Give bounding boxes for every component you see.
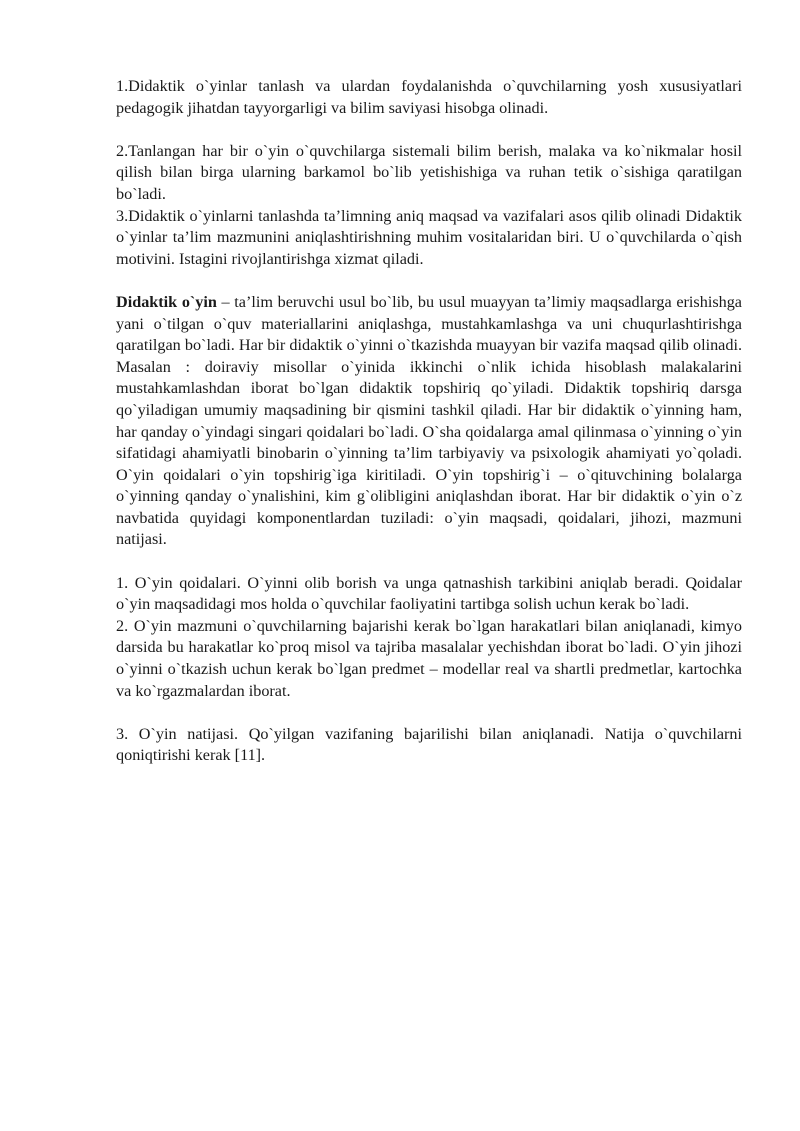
paragraph-4: [116, 292, 742, 551]
paragraph-2: 2.Tanlangan har bir o`yin o`quvchilarga sistemali bilim berish, malaka va ko`nikmalar hosil qilish bilan birga ularning barkamol bo`lib yetishishiga va ruhan tetik o`sishiga qaratilgan bo`ladi.: [116, 141, 742, 203]
term-didaktik-oyin: Didaktik o`yin: [116, 292, 217, 311]
paragraph-gap: [116, 551, 742, 573]
paragraph-gap: [116, 119, 742, 141]
paragraph-3: 3.Didaktik o`yinlarni tanlashda ta’limning aniq maqsad va vazifalari asos qilib olinadi Didaktik o`yinlar ta’lim mazmunini aniqlashtirishning muhim vositalaridan biri. U o`quvchilarda o`qish motivini. Istagini rivojlantirishga xizmat qiladi.: [116, 206, 742, 268]
paragraph-5: 1. O`yin qoidalari. O`yinni olib borish va unga qatnashish tarkibini aniqlab beradi. Qoidalar o`yin maqsadidagi mos holda o`quvchilar faoliyatini tartibga solish uchun kerak bo`ladi.: [116, 573, 742, 614]
paragraph-4-text: – ta’lim beruvchi usul bo`lib, bu usul muayyan ta’limiy maqsadlarga erishishga yani o`tilgan o`quv materiallarini aniqlashga, mustahkamlashga va uni chuqurlashtirishga qaratilgan bo`ladi. Har bir didaktik o`yinni o`tkazishda muayyan bir vazifa maqsad qilib olinadi. Masalan : doiraviy misollar o`yinida ikkinchi o`nlik ichida hisoblash malakalarini mustahkamlashdan iborat bo`lgan didaktik topshiriq qo`yiladi. Didaktik topshiriq darsga qo`yiladigan umumiy maqsadining bir qismini tashkil qiladi. Har bir didaktik o`yinning ham, har qanday o`yindagi singari qoidalari bo`ladi. O`sha qoidalarga amal qilinmasa o`yinning o`yin sifatidagi ahamiyatli binobarin o`yinning ta’lim tarbiyaviy va psixologik ahamiyati yo`qoladi. O`yin qoidalari o`yin topshirig`iga kiritiladi. O`yin topshirig`i – o`qituvchining bolalarga o`yinning qanday o`ynalishini, kim g`olibligini aniqlashdan iborat. Har bir didaktik o`yin o`z navbatida quyidagi komponentlardan tuziladi: o`yin maqsadi, qoidalari, jihozi, mazmuni natijasi.: [116, 292, 742, 549]
paragraph-gap: [116, 270, 742, 292]
paragraph-7: 3. O`yin natijasi. Qo`yilgan vazifaning bajarilishi bilan aniqlanadi. Natija o`quvchilarni qoniqtirishi kerak [11].: [116, 724, 742, 765]
paragraph-gap: [116, 702, 742, 724]
document-page: [116, 76, 742, 767]
paragraph-1: 1.Didaktik o`yinlar tanlash va ulardan foydalanishda o`quvchilarning yosh xususiyatlari pedagogik jihatdan tayyorgarligi va bilim saviyasi hisobga olinadi.: [116, 77, 742, 117]
paragraph-6: 2. O`yin mazmuni o`quvchilarning bajarishi kerak bo`lgan harakatlari bilan aniqlanadi, kimyo darsida bu harakatlar ko`proq misol va tajriba masalalar yechishdan iborat bo`ladi. O`yin jihozi o`yinni o`tkazish uchun kerak bo`lgan predmet – modellar real va shartli predmetlar, kartochka va ko`rgazmalardan iborat.: [116, 616, 742, 700]
